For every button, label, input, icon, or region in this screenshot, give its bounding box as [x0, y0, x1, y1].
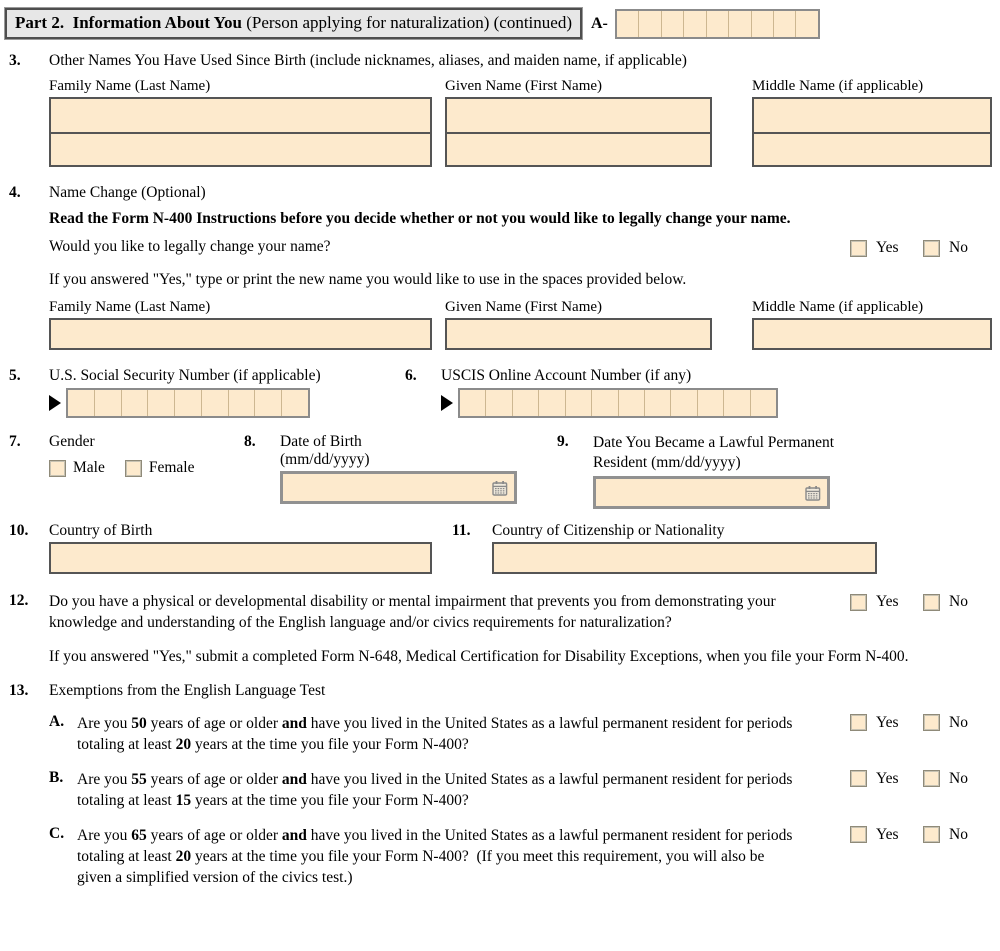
question-13c-no-checkbox[interactable]: [923, 826, 940, 843]
a-number-field[interactable]: [615, 9, 820, 39]
question-6: [405, 367, 995, 418]
no-label: No: [949, 769, 968, 787]
country-of-birth-input[interactable]: [49, 542, 432, 574]
question-13-number: 13.: [9, 681, 29, 699]
question-13c: [49, 825, 995, 888]
other-family-name-fields: [49, 97, 432, 167]
question-13c-yes-no: [850, 826, 983, 844]
question-8-number: 8.: [244, 433, 256, 450]
male-checkbox[interactable]: [49, 460, 66, 477]
no-label: No: [949, 593, 968, 611]
dob-input[interactable]: [280, 471, 517, 504]
question-4-title: Name Change (Optional): [49, 184, 206, 201]
disability-yes-no: [850, 593, 983, 611]
question-3: [5, 52, 995, 167]
gender-options: [49, 459, 244, 477]
given-name-label: Given Name (First Name): [445, 299, 603, 315]
question-13b-no-checkbox[interactable]: [923, 770, 940, 787]
question-12: [5, 592, 995, 667]
question-11-number: 11.: [452, 522, 471, 540]
question-10-number: 10.: [9, 522, 29, 540]
no-label: No: [949, 239, 968, 256]
country-of-birth-label: Country of Birth: [49, 522, 153, 540]
yes-label: Yes: [876, 825, 899, 843]
dob-label-line2: (mm/dd/yyyy): [280, 451, 370, 468]
country-of-citizenship-input[interactable]: [492, 542, 877, 574]
lpr-date-input[interactable]: [593, 476, 830, 509]
question-13a-yes-no: [850, 714, 983, 732]
middle-name-label: Middle Name (if applicable): [752, 78, 924, 94]
disability-no-checkbox[interactable]: [923, 594, 940, 611]
new-family-name-input[interactable]: [49, 318, 432, 350]
question-13a-letter: A.: [49, 712, 65, 730]
question-13b-yes-checkbox[interactable]: [850, 770, 867, 787]
lpr-date-label: Date You Became a Lawful Permanent Resident (mm/dd/yyyy): [593, 434, 835, 472]
yes-label: Yes: [876, 713, 899, 731]
no-label: No: [949, 825, 968, 843]
a-number-label: A-: [590, 14, 608, 32]
gender-label: Gender: [49, 433, 95, 450]
no-label: No: [949, 713, 968, 731]
arrow-marker-icon: [441, 395, 453, 411]
family-name-label: Family Name (Last Name): [49, 299, 211, 315]
question-8: [244, 433, 557, 509]
uscis-account-field[interactable]: [458, 388, 778, 418]
part2-title-box: [5, 8, 582, 39]
name-change-question: Would you like to legally change your name?: [49, 238, 331, 255]
question-13b-text: Are you 55 years of age or older and have you lived in the United States as a lawful permanent resident for periods totaling at least 15 years at the time you file your Form N-400?: [77, 770, 793, 809]
question-13a-text: Are you 50 years of age or older and have you lived in the United States as a lawful permanent resident for periods totaling at least 20 years at the time you file your Form N-400?: [77, 714, 793, 753]
new-given-name-input[interactable]: [445, 318, 712, 350]
family-name-label: Family Name (Last Name): [49, 78, 211, 94]
question-5-label: U.S. Social Security Number (if applicable): [49, 367, 321, 384]
row-5-6: [5, 367, 995, 418]
question-4-instruction: Read the Form N-400 Instructions before you decide whether or not you would like to legally change your name.: [49, 210, 791, 227]
question-13b-yes-no: [850, 770, 983, 788]
question-13: [5, 682, 995, 889]
question-12-number: 12.: [9, 592, 29, 610]
arrow-marker-icon: [49, 395, 61, 411]
question-6-label: USCIS Online Account Number (if any): [441, 367, 692, 384]
other-given-name-input-2[interactable]: [447, 132, 710, 165]
name-change-question-row: [49, 238, 995, 257]
yes-label: Yes: [876, 769, 899, 787]
dob-label-line1: Date of Birth: [280, 433, 362, 450]
question-5-number: 5.: [9, 367, 21, 384]
question-3-text: Other Names You Have Used Since Birth (include nicknames, aliases, and maiden name, if applicable): [49, 52, 687, 69]
question-13c-letter: C.: [49, 824, 65, 842]
question-4-if-yes-text: If you answered "Yes," type or print the new name you would like to use in the spaces provided below.: [49, 271, 687, 288]
other-names-grid: [49, 78, 995, 167]
new-middle-name-input[interactable]: [752, 318, 992, 350]
other-given-name-fields: [445, 97, 712, 167]
female-label: Female: [148, 459, 195, 476]
part2-header: [5, 8, 995, 39]
yes-label: Yes: [876, 239, 899, 256]
question-5: [5, 367, 405, 418]
part2-title-regular: (Person applying for naturalization) (continued): [242, 13, 572, 32]
question-7: [5, 433, 244, 509]
question-13-label: Exemptions from the English Language Test: [49, 681, 326, 699]
middle-name-label: Middle Name (if applicable): [752, 299, 924, 315]
question-6-number: 6.: [405, 367, 417, 384]
disability-question: Do you have a physical or developmental disability or mental impairment that prevents you from demonstrating your knowledge and understanding of the English language and/or civics requirements for naturalization?: [49, 593, 776, 632]
calendar-icon[interactable]: [805, 485, 821, 501]
question-7-number: 7.: [9, 433, 21, 450]
question-9-number: 9.: [557, 433, 569, 450]
female-checkbox[interactable]: [125, 460, 142, 477]
question-3-number: 3.: [9, 52, 21, 69]
other-middle-name-input-2[interactable]: [754, 132, 990, 165]
question-13b: [49, 769, 995, 811]
other-middle-name-input-1[interactable]: [754, 99, 990, 132]
new-name-grid: [49, 299, 995, 350]
name-change-no-checkbox[interactable]: [923, 240, 940, 257]
name-change-yes-no: [850, 239, 983, 257]
male-label: Male: [73, 459, 105, 476]
question-13c-text: Are you 65 years of age or older and have you lived in the United States as a lawful permanent resident for periods totaling at least 20 years at the time you file your Form N-400? (If you meet this requirement, you will also be given a simplified version of the civics test.): [77, 826, 793, 886]
question-4: [5, 184, 995, 350]
part2-title-bold: Part 2. Information About You: [15, 13, 242, 32]
question-4-number: 4.: [9, 184, 21, 201]
row-10-11: [5, 522, 995, 574]
question-13a-no-checkbox[interactable]: [923, 714, 940, 731]
question-13c-yes-checkbox[interactable]: [850, 826, 867, 843]
name-change-yes-checkbox[interactable]: [850, 240, 867, 257]
other-family-name-input-1[interactable]: [51, 99, 430, 132]
country-of-citizenship-label: Country of Citizenship or Nationality: [492, 522, 725, 540]
disability-yes-checkbox[interactable]: [850, 594, 867, 611]
yes-label: Yes: [876, 593, 899, 611]
other-middle-name-fields: [752, 97, 992, 167]
question-13a-yes-checkbox[interactable]: [850, 714, 867, 731]
question-9: [557, 433, 995, 509]
question-13b-letter: B.: [49, 768, 64, 786]
question-11: [452, 522, 995, 574]
given-name-label: Given Name (First Name): [445, 78, 603, 94]
question-13a: [49, 713, 995, 755]
calendar-icon[interactable]: [492, 480, 508, 496]
other-given-name-input-1[interactable]: [447, 99, 710, 132]
question-12-note: If you answered "Yes," submit a completed Form N-648, Medical Certification for Disability Exceptions, when you file your Form N-400.: [49, 648, 909, 666]
row-7-8-9: [5, 433, 995, 509]
question-10: [5, 522, 452, 574]
ssn-field[interactable]: [66, 388, 310, 418]
other-family-name-input-2[interactable]: [51, 132, 430, 165]
